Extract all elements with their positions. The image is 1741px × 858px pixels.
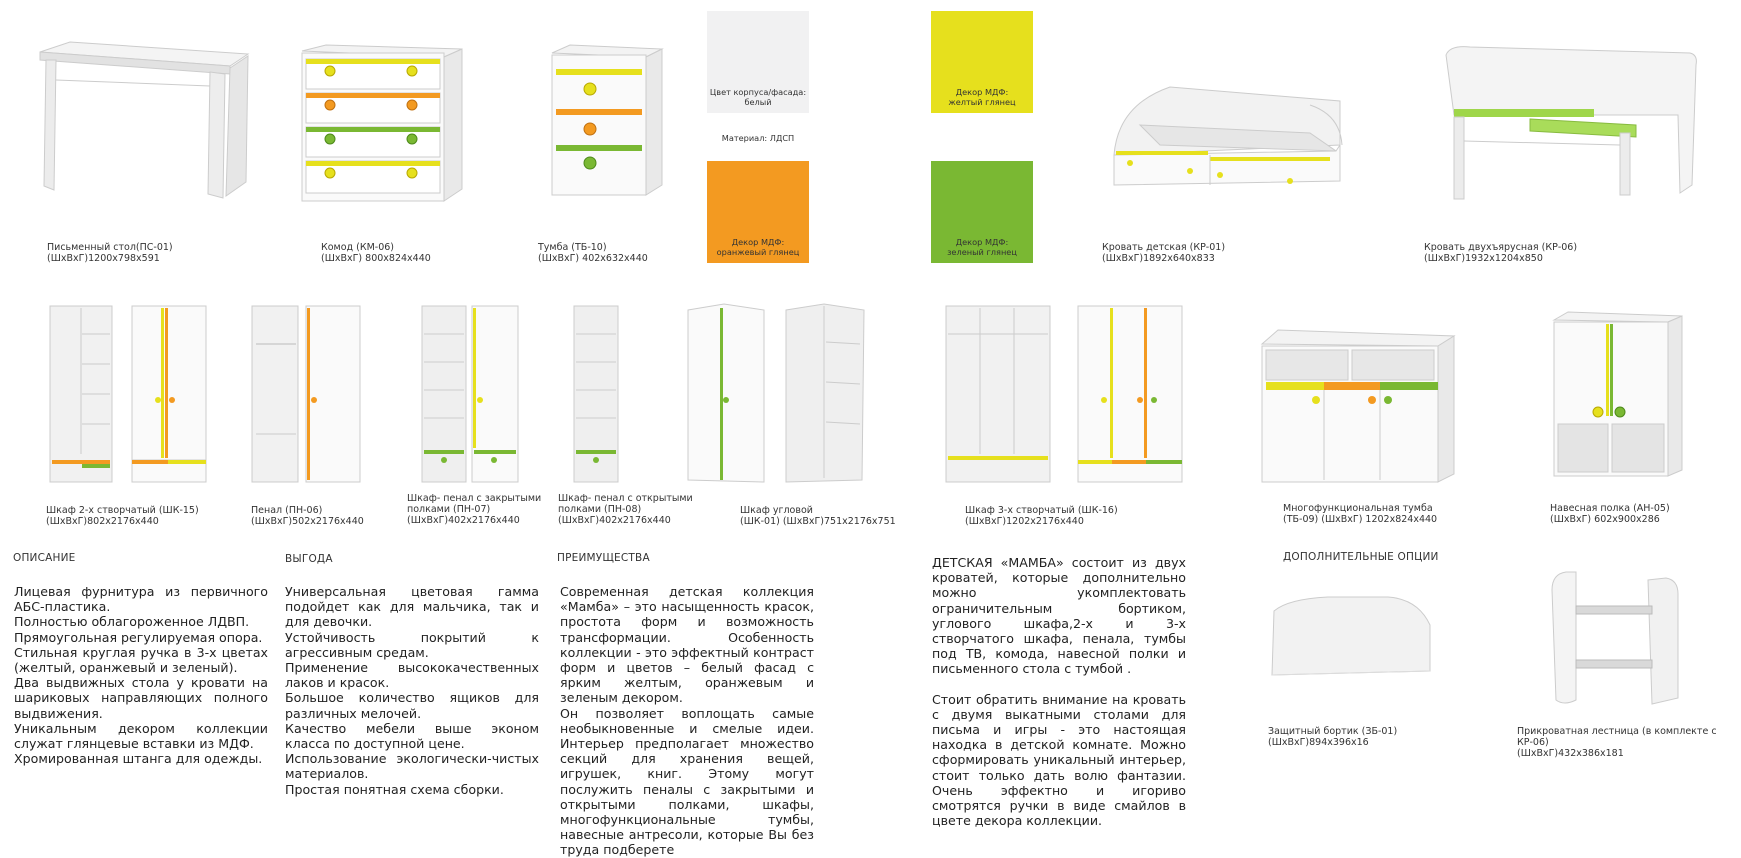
- swatch-green: [931, 161, 1033, 263]
- swatch-orange: [707, 161, 809, 263]
- caption-desk: Письменный стол(ПС-01) (ШхВхГ)1200х798х591: [47, 242, 173, 264]
- text-mamba: ДЕТСКАЯ «МАМБА» состоит из двух кроватей, которые дополнительно можно укомплектовать ограничительным бортиком, углового шкафа,2-х и 3-х створчатого шкафа, пенала, тумбы под ТВ, комода, навесной полки и письменного стола с тумбой . Стоит обратить внимание на кровать с двумя выкатными столами для письма и игры - это настоящая находка в детской комнате. Можно сформировать уникальный интерьер, стоит только дать волю фантазии. Очень эффектно и игориво смотрятся ручки в виде смайлов в цвете декора коллекции.: [932, 555, 1186, 829]
- corner-wardrobe-image: [684, 302, 869, 487]
- wardrobe-3door-image: [944, 304, 1184, 484]
- swatch-yellow-label: Декор МДФ: желтый глянец: [948, 87, 1016, 107]
- heading-vygoda: ВЫГОДА: [285, 553, 333, 565]
- caption-corner-wardrobe: Шкаф угловой (ШК-01) (ШхВхГ)751х2176х751: [740, 505, 896, 527]
- caption-wardrobe-3door: Шкаф 3-х створчатый (ШК-16) (ШхВхГ)1202х2176х440: [965, 505, 1118, 527]
- caption-dresser: Комод (КМ-06) (ШхВхГ) 800х824х440: [321, 242, 431, 264]
- swatch-white-label: Цвет корпуса/фасада: белый: [709, 87, 807, 107]
- caption-bunk-bed: Кровать двухъярусная (КР-06) (ШхВхГ)1932х1204х850: [1424, 242, 1578, 264]
- swatch-yellow: [931, 11, 1033, 113]
- dresser-image: [300, 45, 465, 210]
- caption-wall-shelf: Навесная полка (АН-05) (ШхВхГ) 602х900х286: [1550, 503, 1670, 525]
- kids-bed-image: [1110, 85, 1345, 200]
- caption-closed-shelf-case: Шкаф- пенал с закрытыми полками (ПН-07) (ШхВхГ)402х2176х440: [407, 493, 542, 526]
- pencil-case-image: [250, 304, 362, 484]
- nightstand-image: [550, 45, 665, 200]
- swatch-green-label: Декор МДФ: зеленый глянец: [947, 237, 1017, 257]
- bed-ladder-image: [1548, 570, 1683, 710]
- text-vygoda: Универсальная цветовая гамма подойдет как для мальчика, так и для девочки. Устойчивость покрытий к агрессивным средам. Применение высококачественных лаков и красок. Большое количество ящиков для различных мелочей. Качество мебели выше эконом класса по доступной цене. Использование экологически-чистых материалов. Простая понятная схема сборки.: [285, 584, 539, 797]
- caption-open-shelf-case: Шкаф- пенал с открытыми полками (ПН-08) (ШхВхГ)402х2176х440: [558, 493, 693, 526]
- wall-shelf-image: [1550, 310, 1685, 480]
- swatch-white: [707, 11, 809, 113]
- heading-preimushchestva: ПРЕИМУЩЕСТВА: [557, 552, 650, 564]
- multifunction-stand-image: [1260, 328, 1455, 488]
- caption-pencil-case: Пенал (ПН-06) (ШхВхГ)502х2176х440: [251, 505, 364, 527]
- text-opisanie: Лицевая фурнитура из первичного АБС-пластика. Полностью облагороженное ЛДВП. Прямоугольная регулируемая опора. Стильная круглая ручка в 3-х цветах (желтый, оранжевый и зеленый). Два выдвижных стола у кровати на шариковых направляющих полного выдвижения. Уникальным декором коллекции служат глянцевые вставки из МДФ. Хромированная штанга для одежды.: [14, 584, 268, 767]
- heading-opisanie: ОПИСАНИЕ: [13, 552, 76, 564]
- caption-nightstand: Тумба (ТБ-10) (ШхВхГ) 402х632х440: [538, 242, 648, 264]
- material-label: Материал: ЛДСП: [721, 133, 795, 143]
- text-preimushchestva: Современная детская коллекция «Мамба» – это насыщенность красок, простота форм и возможность трансформации. Особенность коллекции - это эффектный контраст форм и цветов – белый фасад с ярким желтым, оранжевым и зеленым декором. Он позволяет воплощать самые необыкновенные и смелые идеи. Интерьер предполагает множество секций для хранения вещей, игрушек, книг. Этому могут послужить пеналы с закрытыми и открытыми полками, шкафы, многофункциональные тумбы, навесные антресоли, которые Вы без труда подберете: [560, 584, 814, 858]
- guard-board-image: [1268, 595, 1433, 680]
- wardrobe-2door-image: [48, 304, 208, 484]
- caption-wardrobe-2door: Шкаф 2-х створчатый (ШК-15) (ШхВхГ)802х2176х440: [46, 505, 199, 527]
- caption-guard-board: Защитный бортик (ЗБ-01) (ШхВхГ)894х396х16: [1268, 726, 1398, 748]
- bunk-bed-image: [1440, 45, 1700, 205]
- closed-shelf-case-image: [420, 304, 520, 484]
- caption-multifunction-stand: Многофункциональная тумба (ТБ-09) (ШхВхГ) 1202х824х440: [1283, 503, 1438, 525]
- open-shelf-case-image: [572, 304, 622, 484]
- caption-bed-ladder: Прикроватная лестница (в комплекте с КР-06) (ШхВхГ)432х386х181: [1517, 726, 1717, 759]
- caption-kids-bed: Кровать детская (КР-01) (ШхВхГ)1892х640х833: [1102, 242, 1226, 264]
- heading-options: ДОПОЛНИТЕЛЬНЫЕ ОПЦИИ: [1283, 551, 1439, 563]
- desk-image: [30, 40, 250, 210]
- swatch-orange-label: Декор МДФ: оранжевый глянец: [716, 237, 800, 257]
